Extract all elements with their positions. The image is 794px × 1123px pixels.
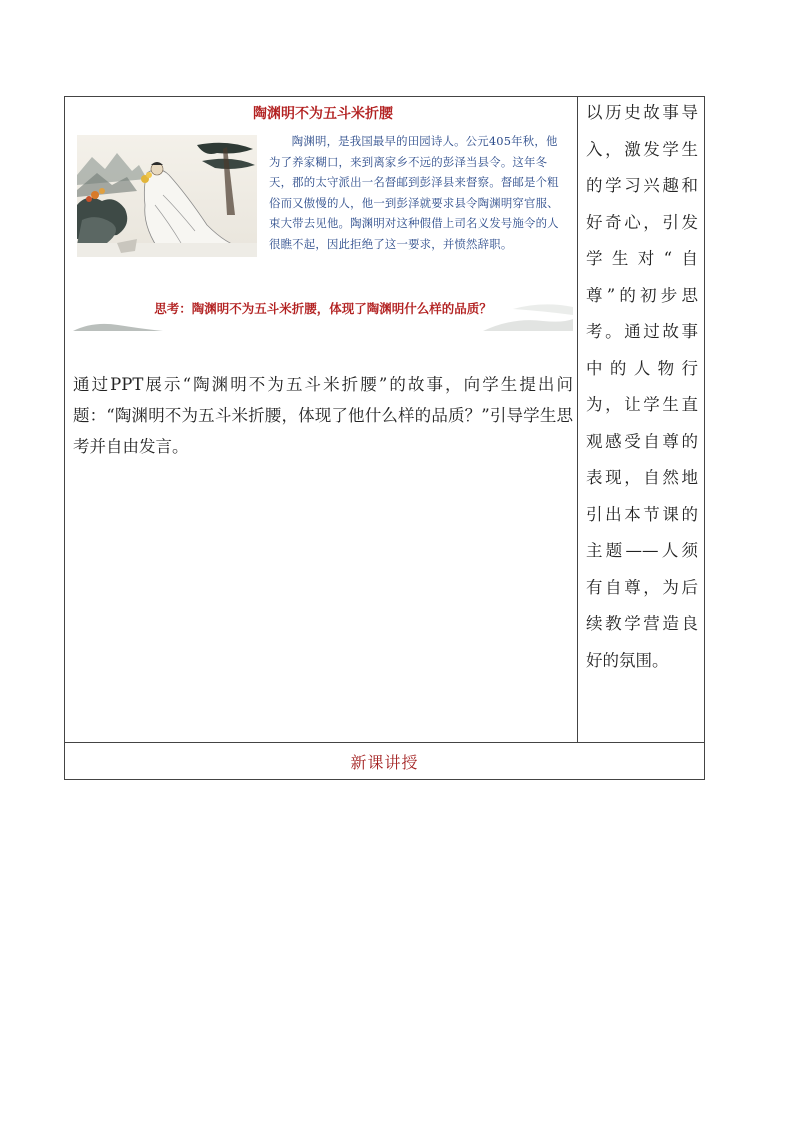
section-title: 新课讲授 xyxy=(350,752,419,772)
ppt-slide-image xyxy=(73,99,573,331)
table-row xyxy=(65,743,705,780)
lesson-plan-table xyxy=(64,96,705,780)
teaching-activity-cell xyxy=(65,97,578,743)
section-header-cell xyxy=(65,743,705,780)
tao-yuanming-painting xyxy=(77,135,257,257)
slide-question: 思考：陶渊明不为五斗米折腰，体现了陶渊明什么样的品质？ xyxy=(154,301,492,316)
story-text: 陶渊明，是我国最早的田园诗人。公元405年秋，他为了养家糊口，来到离家乡不远的彭泽当县令。这年冬天，郡的太守派出一名督邮到彭泽县来督察。督邮是个粗俗而又傲慢的人，他一到彭泽就要求县令陶渊明穿官服、束大带去见他。陶渊明对这种假借上司名义发号施令的人很瞧不起，因此拒绝了这一要求，并愤然辞职。 xyxy=(269,134,559,251)
activity-description: 通过PPT展示“陶渊明不为五斗米折腰”的故事，向学生提出问题：“陶渊明不为五斗米折腰，体现了他什么样的品质？”引导学生思考并自由发言。 xyxy=(73,375,573,456)
slide-title: 陶渊明不为五斗米折腰 xyxy=(253,106,393,122)
design-intent-text: 以历史故事导入，激发学生的学习兴趣和好奇心，引发学生对“自尊”的初步思考。通过故事中的人物行为，让学生直观感受自尊的表现，自然地引出本节课的主题——人须有自尊，为后续教学营造良好的氛围。 xyxy=(586,103,698,670)
table-row xyxy=(65,97,705,743)
design-intent-cell xyxy=(578,97,705,743)
